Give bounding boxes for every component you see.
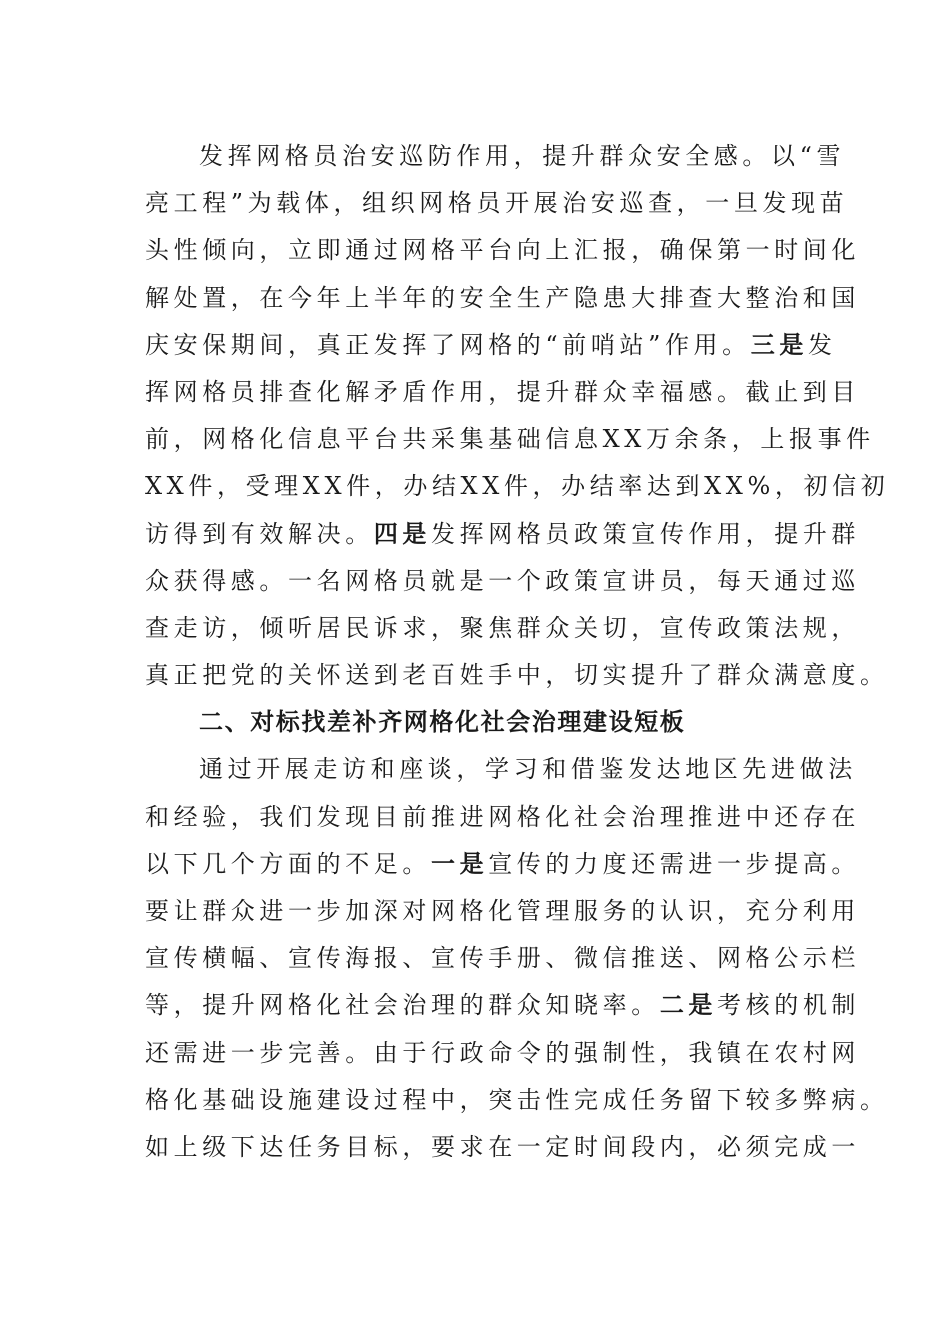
text-run: 宣传的力度还需进一步提高。: [488, 849, 861, 878]
paragraph-line: [145, 1033, 860, 1080]
text-run: 以下几个方面的不足。: [145, 849, 431, 878]
bold-text-run: 四是: [373, 518, 432, 548]
text-run: 格化基础设施建设过程中，突击性完成任务留下较多弊病。: [145, 1085, 889, 1114]
bold-text-run: 二是: [659, 990, 718, 1020]
paragraph-line: [145, 749, 857, 796]
text-run: 还需进一步完善。由于行政命令的强制性，我镇在农村网: [145, 1038, 860, 1067]
text-run: 和经验，我们发现目前推进网格化社会治理推进中还存在: [145, 802, 860, 831]
paragraph-line: [145, 466, 890, 513]
text-run: 等，提升网格化社会治理的群众知晓率。: [145, 991, 660, 1020]
text-run: 发挥网格员政策宣传作用，提升群: [431, 519, 861, 548]
text-run: 前，网格化信息平台共采集基础信息XX万余条，上报事件: [145, 425, 875, 454]
text-run: 发: [807, 330, 837, 359]
text-run: 查走访，倾听居民诉求，聚焦群众关切，宣传政策法规，: [145, 613, 860, 642]
text-run: 考核的机制: [717, 991, 861, 1020]
paragraph-line: [145, 419, 875, 466]
paragraph-line: [145, 278, 860, 325]
paragraph-line: [145, 985, 861, 1032]
bold-text-run: 二、对标找差补齐网格化社会治理建设短板: [199, 707, 686, 737]
paragraph-line: [145, 608, 860, 655]
paragraph-line: [145, 938, 860, 985]
paragraph-line: [145, 844, 861, 891]
text-run: 庆安保期间，真正发挥了网格的“前哨站”作用。: [145, 330, 751, 359]
text-run: 宣传横幅、宣传海报、宣传手册、微信推送、网格公示栏: [145, 944, 860, 973]
text-run: 真正把党的关怀送到老百姓手中，切实提升了群众满意度。: [145, 661, 889, 690]
paragraph-line: [145, 655, 889, 702]
text-run: XX件，受理XX件，办结XX件，办结率达到XX%，初信初: [145, 472, 890, 501]
text-run: 亮工程”为载体，组织网格员开展治安巡查，一旦发现苗: [145, 189, 849, 218]
text-run: 访得到有效解决。: [145, 519, 374, 548]
text-run: 解处置，在今年上半年的安全生产隐患大排查大整治和国: [145, 283, 860, 312]
text-run: 众获得感。一名网格员就是一个政策宣讲员，每天通过巡: [145, 566, 860, 595]
paragraph-line: [145, 1080, 889, 1127]
paragraph-line: [145, 136, 846, 183]
text-run: 挥网格员排查化解矛盾作用，提升群众幸福感。截止到目: [145, 377, 860, 406]
paragraph-line: [145, 230, 860, 277]
bold-text-run: 三是: [750, 329, 808, 359]
paragraph-line: [145, 891, 860, 938]
paragraph-line: [145, 1127, 860, 1174]
paragraph-line: [145, 372, 860, 419]
text-run: 通过开展走访和座谈，学习和借鉴发达地区先进做法: [199, 755, 857, 784]
paragraph-line: [145, 561, 860, 608]
paragraph-line: [145, 183, 849, 230]
paragraph-line: [145, 797, 860, 844]
bold-text-run: 一是: [431, 848, 489, 878]
document-body: [145, 136, 890, 1174]
section-heading: [145, 702, 785, 749]
text-run: 要让群众进一步加深对网格化管理服务的认识，充分利用: [145, 897, 860, 925]
text-run: 发挥网格员治安巡防作用，提升群众安全感。以“雪: [199, 142, 846, 170]
paragraph-line: [145, 514, 861, 561]
text-run: 头性倾向，立即通过网格平台向上汇报，确保第一时间化: [145, 236, 860, 265]
text-run: 如上级下达任务目标，要求在一定时间段内，必须完成一: [145, 1132, 860, 1161]
paragraph-line: [145, 325, 837, 372]
